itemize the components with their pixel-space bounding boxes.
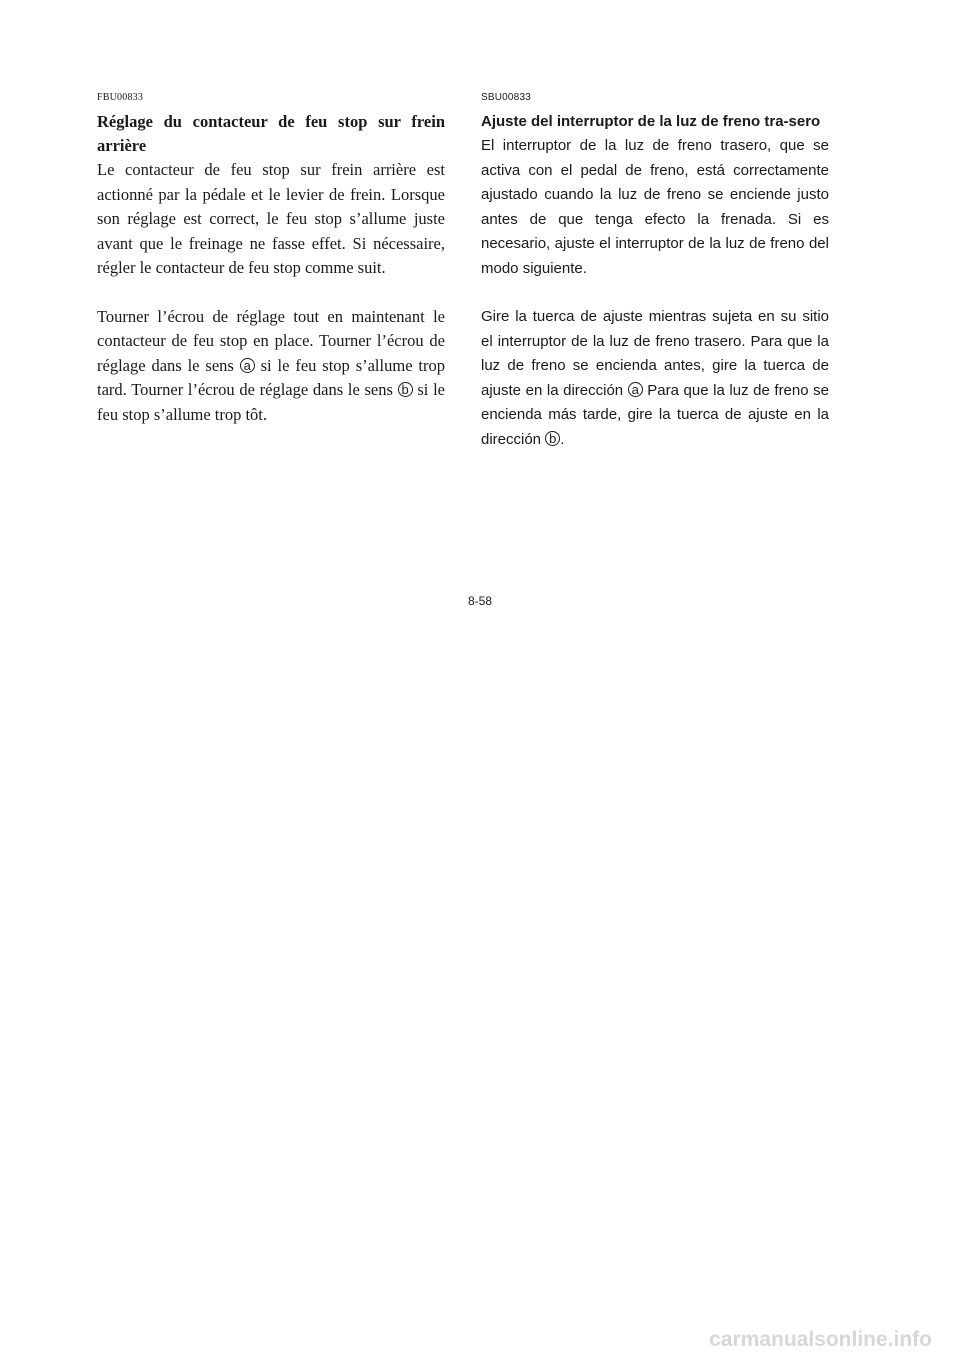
- direction-b-marker: b: [398, 382, 413, 397]
- french-column: [97, 92, 445, 427]
- text-run: Tourner l’écrou de réglage tout en maintenant le contacteur de feu stop en place. Tourner l’écrou de réglage dans le sens: [97, 306, 445, 375]
- body-paragraph-adjustment: [481, 305, 829, 452]
- spanish-column: [481, 92, 829, 452]
- text-run: si le feu stop s’allume trop tard. Tourner l’écrou de réglage dans le sens: [97, 355, 445, 399]
- section-code: FBU00833: [97, 92, 144, 103]
- body-paragraph: El interruptor de la luz de freno trasero, que se activa con el pedal de freno, está correctamente ajustado cuando la luz de freno se enciende justo antes de que tenga efecto la frenada. Si es necesario, ajuste el interruptor de la luz de freno del modo siguiente.: [481, 137, 829, 277]
- section-title: Réglage du contacteur de feu stop sur frein arrière: [97, 112, 445, 155]
- section-title: Ajuste del interruptor de la luz de freno tra-sero: [481, 113, 821, 130]
- body-paragraph-adjustment: [97, 305, 445, 428]
- text-run: Gire la tuerca de ajuste mientras sujeta en su sitio el interruptor de la luz de freno trasero. Para que la luz de freno se encienda antes, gire la tuerca de ajuste en la dirección: [481, 308, 829, 399]
- direction-a-marker: a: [628, 382, 643, 397]
- direction-b-marker: b: [545, 431, 560, 446]
- text-run: Para que la luz de freno se encienda más tarde, gire la tuerca de ajuste en la dirección: [481, 381, 830, 448]
- watermark: carmanualsonline.info: [709, 1328, 932, 1351]
- body-paragraph: Le contacteur de feu stop sur frein arrière est actionné par la pédale et le levier de frein. Lorsque son réglage est correct, le feu stop s’allume juste avant que le freinage ne fasse effet. Si nécessaire, régler le contacteur de feu stop comme suit.: [97, 160, 445, 277]
- text-run: si le feu stop s’allume trop tôt.: [97, 380, 445, 424]
- paragraph-gap: [97, 281, 445, 305]
- section-code: SBU00833: [481, 92, 531, 103]
- direction-a-marker: a: [240, 358, 255, 373]
- text-run: .: [560, 430, 565, 448]
- paragraph-gap: [481, 281, 829, 305]
- page-number: 8-58: [467, 594, 493, 608]
